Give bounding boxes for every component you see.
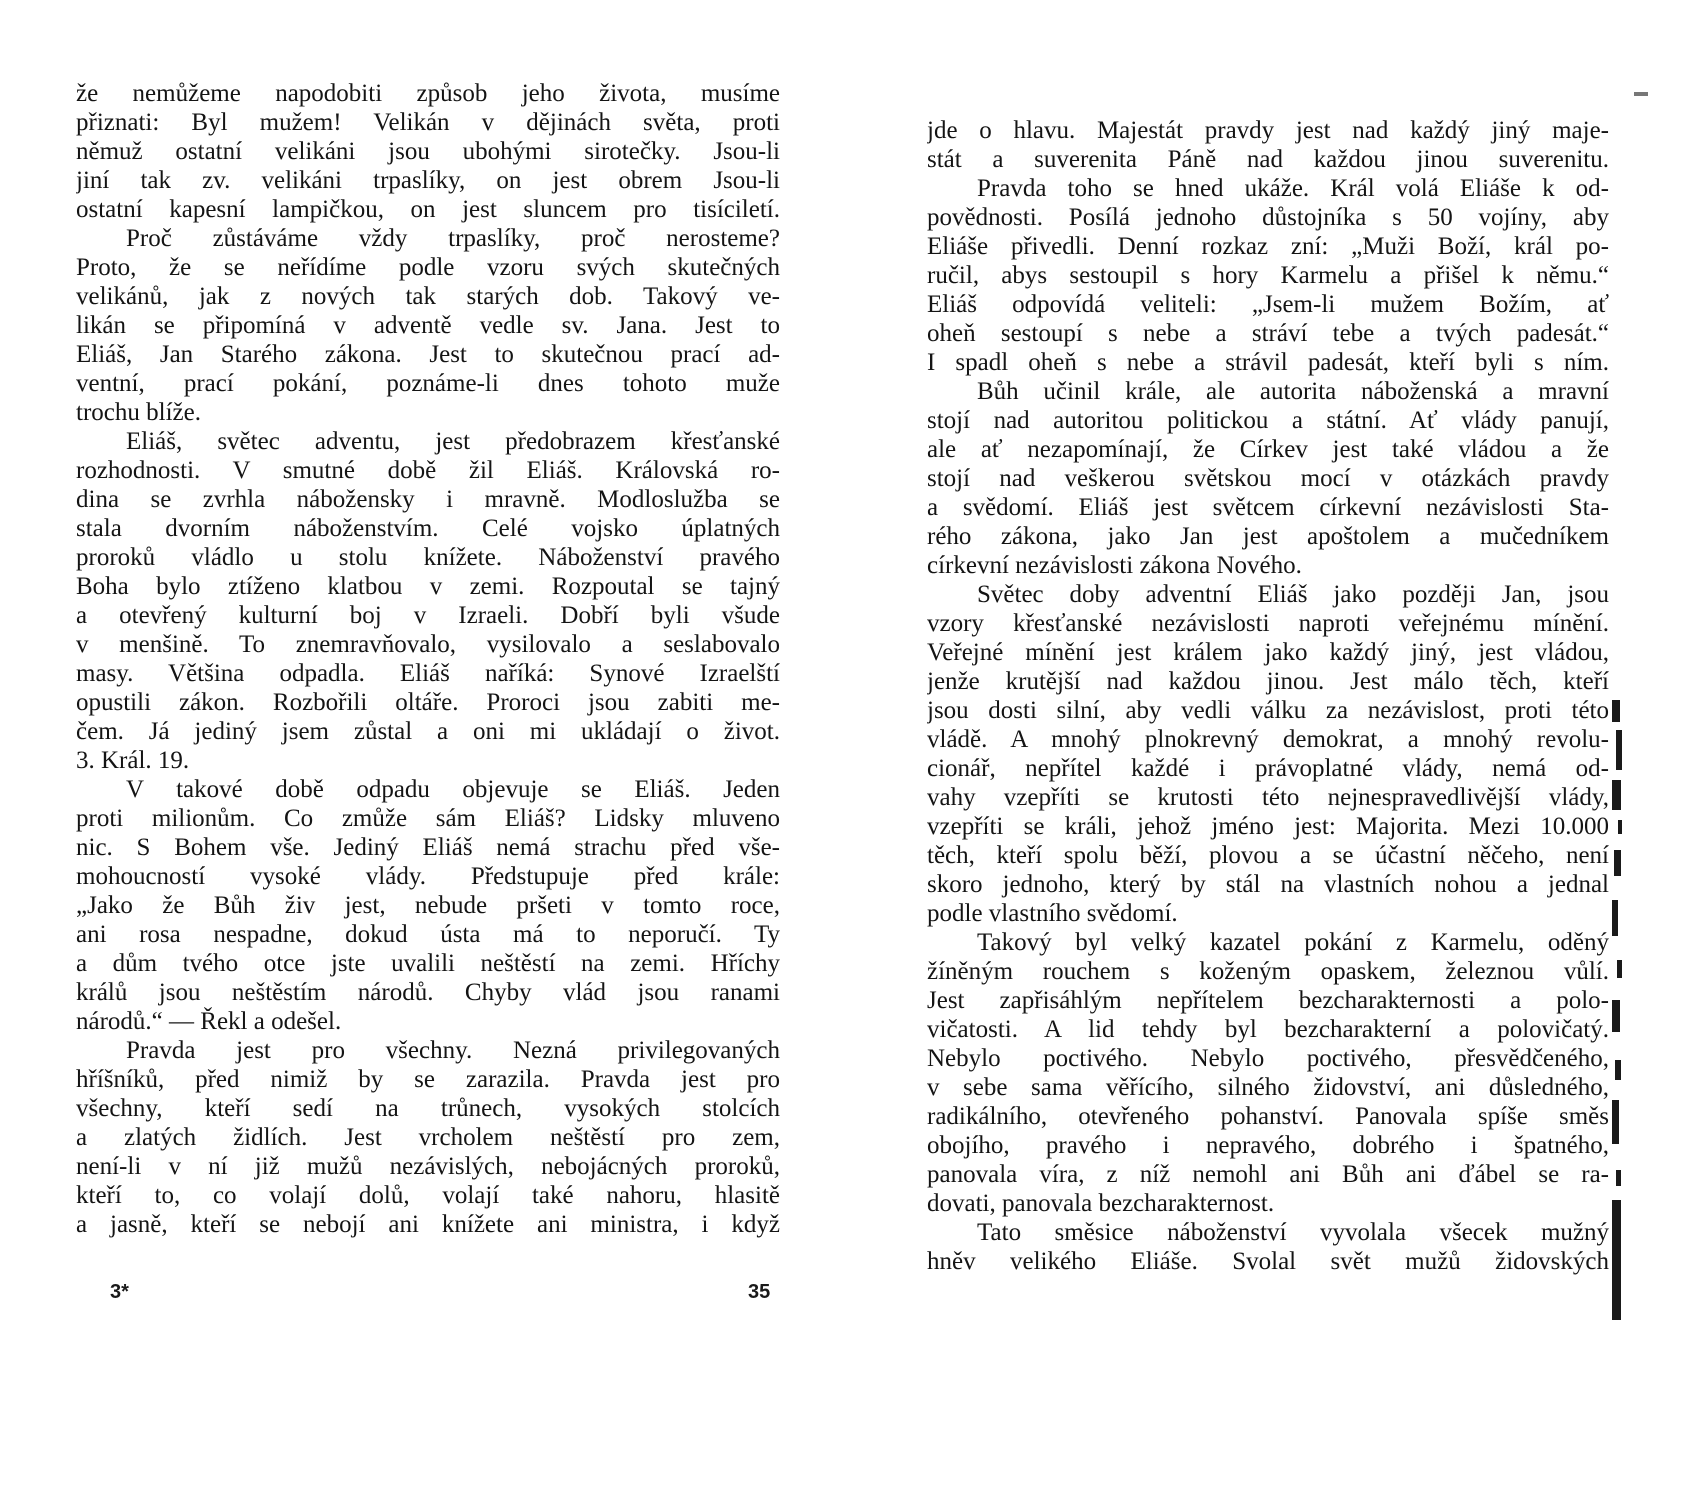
- text-line: jenže krutější nad každou jinou. Jest málo těch, kteří: [927, 668, 1609, 695]
- signature-mark: 3*: [110, 1281, 129, 1303]
- text-line: že nemůžeme napodobiti způsob jeho života, musíme: [76, 80, 780, 107]
- text-line: přiznati: Byl mužem! Velikán v dějinách světa, proti: [76, 109, 780, 136]
- scan-edge-damage: [1598, 700, 1638, 1330]
- text-line: jde o hlavu. Majestát pravdy jest nad každý jiný maje-: [927, 117, 1609, 144]
- text-line: Eliáš, Jan Starého zákona. Jest to skutečnou prací ad-: [76, 341, 780, 368]
- text-line: vičatosti. A lid tehdy byl bezcharakterní a polovičatý.: [927, 1016, 1609, 1043]
- text-line: Pravda jest pro všechny. Nezná privilegovaných: [126, 1037, 780, 1064]
- text-line: ručil, abys sestoupil s hory Karmelu a přišel k němu.“: [927, 262, 1609, 289]
- text-line: Eliáš odpovídá veliteli: „Jsem-li mužem Božím, ať: [927, 291, 1609, 318]
- text-line: „Jako že Bůh živ jest, nebude pršeti v tomto roce,: [76, 892, 780, 919]
- text-line: čem. Já jediný jsem zůstal a oni mi ukládají o život.: [76, 718, 780, 745]
- text-line: dovati, panovala bezcharakternost.: [927, 1190, 1275, 1217]
- text-line: stát a suverenita Páně nad každou jinou suverenitu.: [927, 146, 1609, 173]
- text-line: hříšníků, před nimiž by se zarazila. Pravda jest pro: [76, 1066, 780, 1093]
- text-line: ostatní kapesní lampičkou, on jest sluncem pro tisíciletí.: [76, 196, 780, 223]
- text-line: Nebylo poctivého. Nebylo poctivého, přesvědčeného,: [927, 1045, 1609, 1072]
- text-line: stojí nad autoritou politickou a státní. Ať vlády panují,: [927, 407, 1609, 434]
- right-page-text: [927, 116, 1609, 1276]
- text-line: Eliáš, světec adventu, jest předobrazem křesťanské: [126, 428, 780, 455]
- scan-corner-mark: [1634, 92, 1648, 96]
- text-line: kteří to, co volají dolů, volají také nahoru, hlasitě: [76, 1182, 780, 1209]
- text-line: cionář, nepřítel každé i právoplatné vlády, nemá od-: [927, 755, 1609, 782]
- text-line: povědnosti. Posílá jednoho důstojníka s 50 vojíny, aby: [927, 204, 1609, 231]
- text-line: Jest zapřisáhlým nepřítelem bezcharakternosti a polo-: [927, 987, 1609, 1014]
- text-line: radikálního, otevřeného pohanství. Panovala spíše směs: [927, 1103, 1609, 1130]
- text-line: I spadl oheň s nebe a strávil padesát, kteří byli s ním.: [927, 349, 1609, 376]
- text-line: Eliáše přivedli. Denní rozkaz zní: „Muži Boží, král po-: [927, 233, 1609, 260]
- text-line: žíněným rouchem s koženým opaskem, železnou vůlí.: [927, 958, 1609, 985]
- text-line: dina se zvrhla nábožensky i mravně. Modloslužba se: [76, 486, 780, 513]
- text-line: všechny, kteří sedí na trůnech, vysokých stolcích: [76, 1095, 780, 1122]
- text-line: podle vlastního svědomí.: [927, 900, 1178, 927]
- text-line: vzepříti se králi, jehož jméno jest: Majorita. Mezi 10.000: [927, 813, 1609, 840]
- text-line: opustili zákon. Rozbořili oltáře. Proroci jsou zabiti me-: [76, 689, 780, 716]
- text-line: rého zákona, jako Jan jest apoštolem a mučedníkem: [927, 523, 1609, 550]
- text-line: stojí nad veškerou světskou mocí v otázkách pravdy: [927, 465, 1609, 492]
- text-line: a otevřený kulturní boj v Izraeli. Dobří byli všude: [76, 602, 780, 629]
- text-line: obojího, pravého i nepravého, dobrého i špatného,: [927, 1132, 1609, 1159]
- text-line: a svědomí. Eliáš jest světcem církevní nezávislosti Sta-: [927, 494, 1609, 521]
- text-line: v menšině. To znemravňovalo, vysilovalo a seslabovalo: [76, 631, 780, 658]
- left-page-text: [76, 79, 780, 1239]
- text-line: Světec doby adventní Eliáš jako později Jan, jsou: [977, 581, 1609, 608]
- text-line: vzory křesťanské nezávislosti naproti veřejnému mínění.: [927, 610, 1609, 637]
- text-line: Veřejné mínění jest králem jako každý jiný, jest vládou,: [927, 639, 1609, 666]
- page-number: 35: [748, 1281, 771, 1303]
- text-line: oheň sestoupí s nebe a stráví tebe a tvých padesát.“: [927, 320, 1609, 347]
- text-line: jsou dosti silní, aby vedli válku za nezávislost, proti této: [927, 697, 1609, 724]
- text-line: proti milionům. Co zmůže sám Eliáš? Lidsky mluveno: [76, 805, 780, 832]
- text-line: Tato směsice náboženství vyvolala všecek mužný: [977, 1219, 1609, 1246]
- text-line: ventní, prací pokání, poznáme-li dnes tohoto muže: [76, 370, 780, 397]
- text-line: Takový byl velký kazatel pokání z Karmelu, oděný: [977, 929, 1609, 956]
- text-line: Boha bylo ztíženo klatbou v zemi. Rozpoutal se tajný: [76, 573, 780, 600]
- text-line: a zlatých židlích. Jest vrcholem neštěstí pro zem,: [76, 1124, 780, 1151]
- text-line: Pravda toho se hned ukáže. Král volá Eliáše k od-: [977, 175, 1609, 202]
- text-line: vahy vzepříti se krutosti této nejnespravedlivější vlády,: [927, 784, 1609, 811]
- text-line: skoro jednoho, který by stál na vlastních nohou a jednal: [927, 871, 1609, 898]
- text-line: králů jsou neštěstím národů. Chyby vlád jsou ranami: [76, 979, 780, 1006]
- text-line: 3. Král. 19.: [76, 747, 190, 774]
- text-line: a jasně, kteří se nebojí ani knížete ani ministra, i když: [76, 1211, 780, 1238]
- text-line: Proto, že se neřídíme podle vzoru svých skutečných: [76, 254, 780, 281]
- text-line: v sebe sama věřícího, silného židovství, ani důsledného,: [927, 1074, 1609, 1101]
- text-line: vládě. A mnohý plnokrevný demokrat, a mnohý revolu-: [927, 726, 1609, 753]
- text-line: Proč zůstáváme vždy trpaslíky, proč nerosteme?: [126, 225, 780, 252]
- text-line: němuž ostatní velikáni jsou ubohými sirotečky. Jsou-li: [76, 138, 780, 165]
- text-line: mohoucností vysoké vlády. Předstupuje před krále:: [76, 863, 780, 890]
- text-line: trochu blíže.: [76, 399, 201, 426]
- text-line: jiní tak zv. velikáni trpaslíky, on jest obrem Jsou-li: [76, 167, 780, 194]
- text-line: masy. Většina odpadla. Eliáš naříká: Synové Izraelští: [76, 660, 780, 687]
- text-line: stala dvorním náboženstvím. Celé vojsko úplatných: [76, 515, 780, 542]
- text-line: likán se připomíná v adventě vedle sv. Jana. Jest to: [76, 312, 780, 339]
- text-line: rozhodnosti. V smutné době žil Eliáš. Královská ro-: [76, 457, 780, 484]
- text-line: Bůh učinil krále, ale autorita náboženská a mravní: [977, 378, 1609, 405]
- text-line: národů.“ — Řekl a odešel.: [76, 1008, 342, 1035]
- text-line: ani rosa nespadne, dokud ústa má to neporučí. Ty: [76, 921, 780, 948]
- right-page: [841, 0, 1682, 1500]
- text-line: nic. S Bohem vše. Jediný Eliáš nemá strachu před vše-: [76, 834, 780, 861]
- text-line: ale ať nezapomínají, že Církev jest také vládou a že: [927, 436, 1609, 463]
- text-line: panovala víra, z níž nemohl ani Bůh ani ďábel se ra-: [927, 1161, 1609, 1188]
- text-line: V takové době odpadu objevuje se Eliáš. Jeden: [126, 776, 780, 803]
- text-line: a dům tvého otce jste uvalili neštěstí na zemi. Hříchy: [76, 950, 780, 977]
- text-line: církevní nezávislosti zákona Nového.: [927, 552, 1302, 579]
- text-line: není-li v ní již mužů nezávislých, nebojácných proroků,: [76, 1153, 780, 1180]
- text-line: těch, kteří spolu běží, plovou a se účastní něčeho, není: [927, 842, 1609, 869]
- text-line: hněv velikého Eliáše. Svolal svět mužů židovských: [927, 1248, 1609, 1275]
- text-line: velikánů, jak z nových tak starých dob. Takový ve-: [76, 283, 780, 310]
- text-line: proroků vládlo u stolu knížete. Náboženství pravého: [76, 544, 780, 571]
